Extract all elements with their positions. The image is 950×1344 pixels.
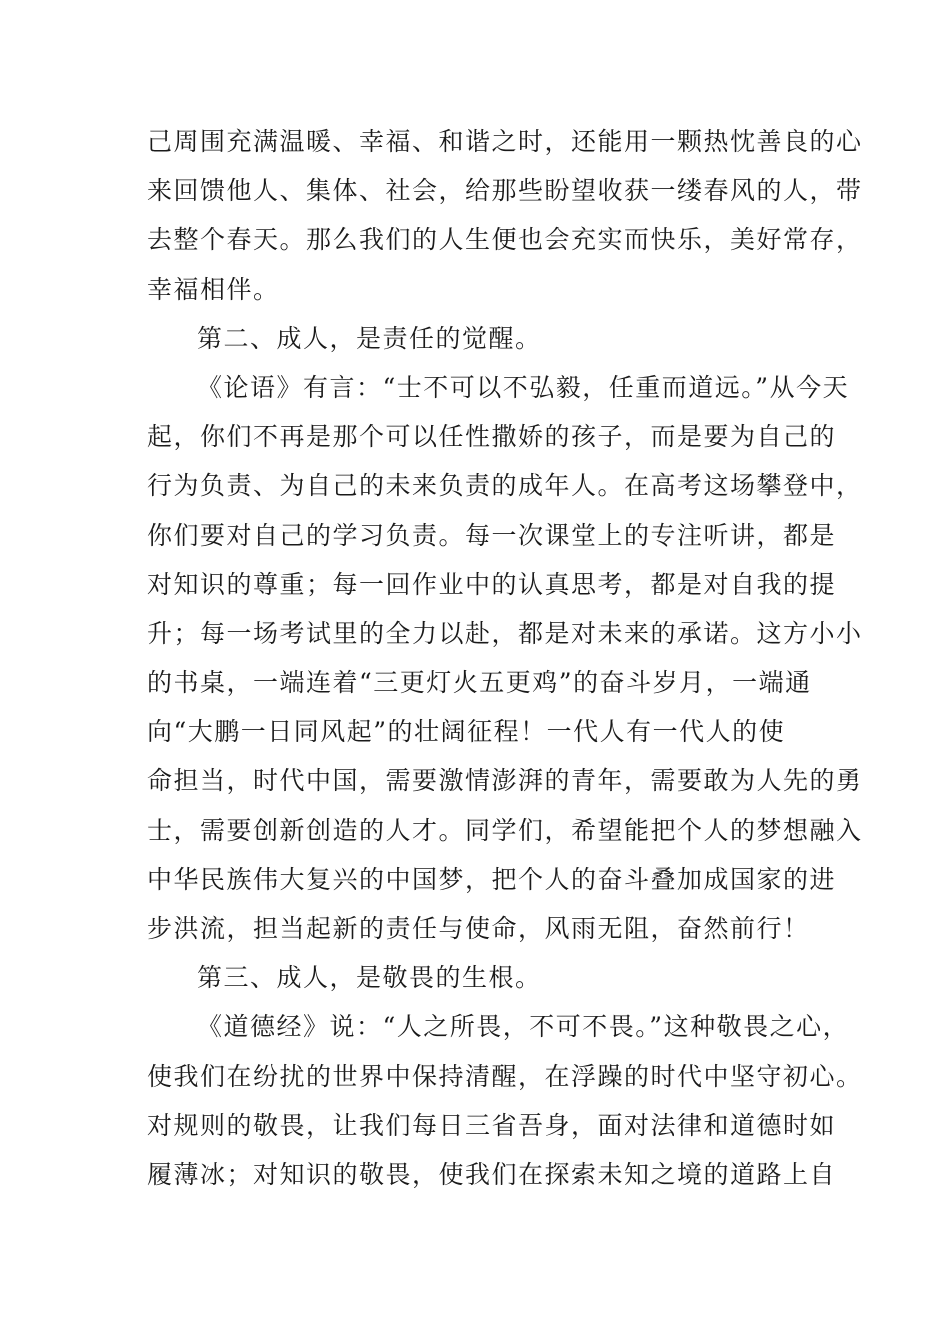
text-line: 对知识的尊重；每一回作业中的认真思考，都是对自我的提 [147,569,837,599]
text-line: 《论语》有言：“士不可以不弘毅，任重而道远。”从今天 [197,372,850,402]
text-line: 起，你们不再是那个可以任性撒娇的孩子，而是要为自己的 [147,422,837,452]
text-line: 己周围充满温暖、幸福、和谐之时，还能用一颗热忱善良的心 [147,127,863,156]
section-heading: 第二、成人，是责任的觉醒。 [197,323,542,353]
body-text [147,117,863,1199]
text-line: 对规则的敬畏，让我们每日三省吾身，面对法律和道德时如 [147,1110,837,1140]
text-line: 《道德经》说：“人之所畏，不可不畏。”这种敬畏之心， [197,1012,850,1042]
text-line: 幸福相伴。 [147,274,280,304]
text-line: 士，需要创新创造的人才。同学们，希望能把个人的梦想融入 [147,815,863,845]
text-line: 命担当，时代中国，需要激情澎湃的青年，需要敢为人先的勇 [147,766,863,796]
section-heading: 第三、成人，是敬畏的生根。 [197,963,542,993]
text-line: 来回馈他人、集体、社会，给那些盼望收获一缕春风的人，带 [147,176,863,206]
text-line: 你们要对自己的学习负责。每一次课堂上的专注听讲，都是 [147,520,837,550]
text-line: 步洪流，担当起新的责任与使命，风雨无阻，奋然前行！ [147,914,810,943]
text-line: 升；每一场考试里的全力以赴，都是对未来的承诺。这方小小 [147,618,863,648]
text-line: 中华民族伟大复兴的中国梦，把个人的奋斗叠加成国家的进 [147,864,837,894]
text-line: 去整个春天。那么我们的人生便也会充实而快乐，美好常存， [147,225,863,255]
text-line: 行为负责、为自己的未来负责的成年人。在高考这场攀登中， [147,471,863,501]
text-line: 履薄冰；对知识的敬畏，使我们在探索未知之境的道路上自 [147,1159,837,1189]
text-line: 向“大鹏一日同风起”的壮阔征程！一代人有一代人的使 [147,717,786,747]
text-line: 的书桌，一端连着“三更灯火五更鸡”的奋斗岁月，一端通 [147,668,812,698]
text-line: 使我们在纷扰的世界中保持清醒，在浮躁的时代中坚守初心。 [147,1061,863,1091]
